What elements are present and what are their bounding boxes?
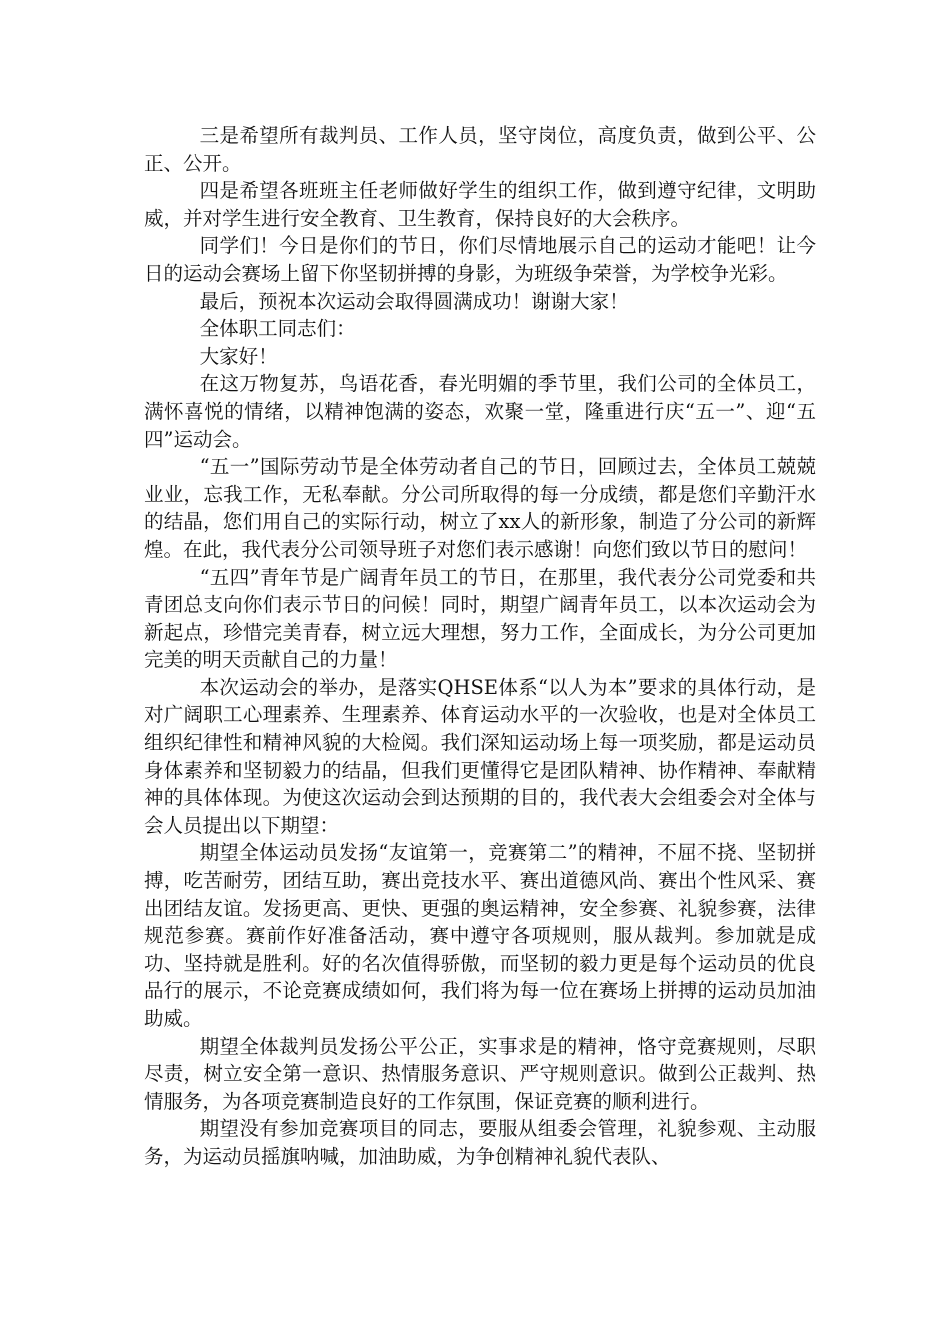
paragraph-opening: 在这万物复苏，鸟语花香，春光明媚的季节里，我们公司的全体员工，满怀喜悦的情绪，以精神饱满的姿态，欢聚一堂，隆重进行庆“五一”、迎“五四”运动会。	[144, 372, 816, 451]
paragraph-spectators-expectation: 期望没有参加竞赛项目的同志，要服从组委会管理，礼貌参观、主动服务，为运动员摇旗呐喊，加油助威，为争创精神礼貌代表队、	[144, 1117, 816, 1168]
paragraph-students-call: 同学们！今日是你们的节日，你们尽情地展示自己的运动才能吧！让今日的运动会赛场上留下你坚韧拼搏的身影，为班级争荣誉，为学校争光彩。	[144, 234, 816, 285]
paragraph-athletes-expectation: 期望全体运动员发扬“友谊第一，竞赛第二”的精神，不屈不挠、坚韧拼搏，吃苦耐劳，团结互助，赛出竞技水平、赛出道德风尚、赛出个性风采、赛出团结友谊。发扬更高、更快、更强的奥运精神，安全参赛、礼貌参赛，法律规范参赛。赛前作好准备活动，赛中遵守各项规则，服从裁判。参加就是成功、坚持就是胜利。好的名次值得骄傲，而坚韧的毅力更是每个运动员的优良品行的展示，不论竞赛成绩如何，我们将为每一位在赛场上拼搏的运动员加油助威。	[144, 841, 816, 1030]
paragraph-referees-duty: 三是希望所有裁判员、工作人员，坚守岗位，高度负责，做到公平、公正、公开。	[144, 124, 816, 175]
paragraph-labor-day: “五一”国际劳动节是全体劳动者自己的节日，回顾过去，全体员工兢兢业业，忘我工作，无私奉献。分公司所取得的每一分成绩，都是您们辛勤汗水的结晶，您们用自己的实际行动，树立了xx人的新形象，制造了分公司的新辉煌。在此，我代表分公司领导班子对您们表示感谢！向您们致以节日的慰问！	[144, 455, 816, 561]
document-page	[144, 122, 816, 1171]
paragraph-greeting: 大家好！	[199, 344, 278, 368]
paragraph-youth-day: “五四”青年节是广阔青年员工的节日，在那里，我代表分公司党委和共青团总支向你们表示节日的问候！同时，期望广阔青年员工，以本次运动会为新起点，珍惜完美青春，树立远大理想，努力工作，全面成长，为分公司更加完美的明天贡献自己的力量！	[144, 565, 816, 672]
paragraph-purpose: 本次运动会的举办，是落实QHSE体系“以人为本”要求的具体行动，是对广阔职工心理素养、生理素养、体育运动水平的一次验收，也是对全体员工组织纪律性和精神风貌的大检阅。我们深知运动场上每一项奖励，都是运动员身体素养和坚韧毅力的结晶，但我们更懂得它是团队精神、协作精神、奉献精神的具体体现。为使这次运动会到达预期的目的，我代表大会组委会对全体与会人员提出以下期望：	[144, 675, 816, 837]
paragraph-salutation: 全体职工同志们：	[199, 317, 356, 341]
paragraph-closing-wish: 最后，预祝本次运动会取得圆满成功！谢谢大家！	[199, 289, 629, 313]
paragraph-teachers-duty: 四是希望各班班主任老师做好学生的组织工作，做到遵守纪律，文明助威，并对学生进行安全教育、卫生教育，保持良好的大会秩序。	[144, 179, 816, 230]
paragraph-judges-expectation: 期望全体裁判员发扬公平公正，实事求是的精神，恪守竞赛规则，尽职尽责，树立安全第一意识、热情服务意识、严守规则意识。做到公正裁判、热情服务，为各项竞赛制造良好的工作氛围，保证竞赛的顺利进行。	[144, 1034, 816, 1113]
